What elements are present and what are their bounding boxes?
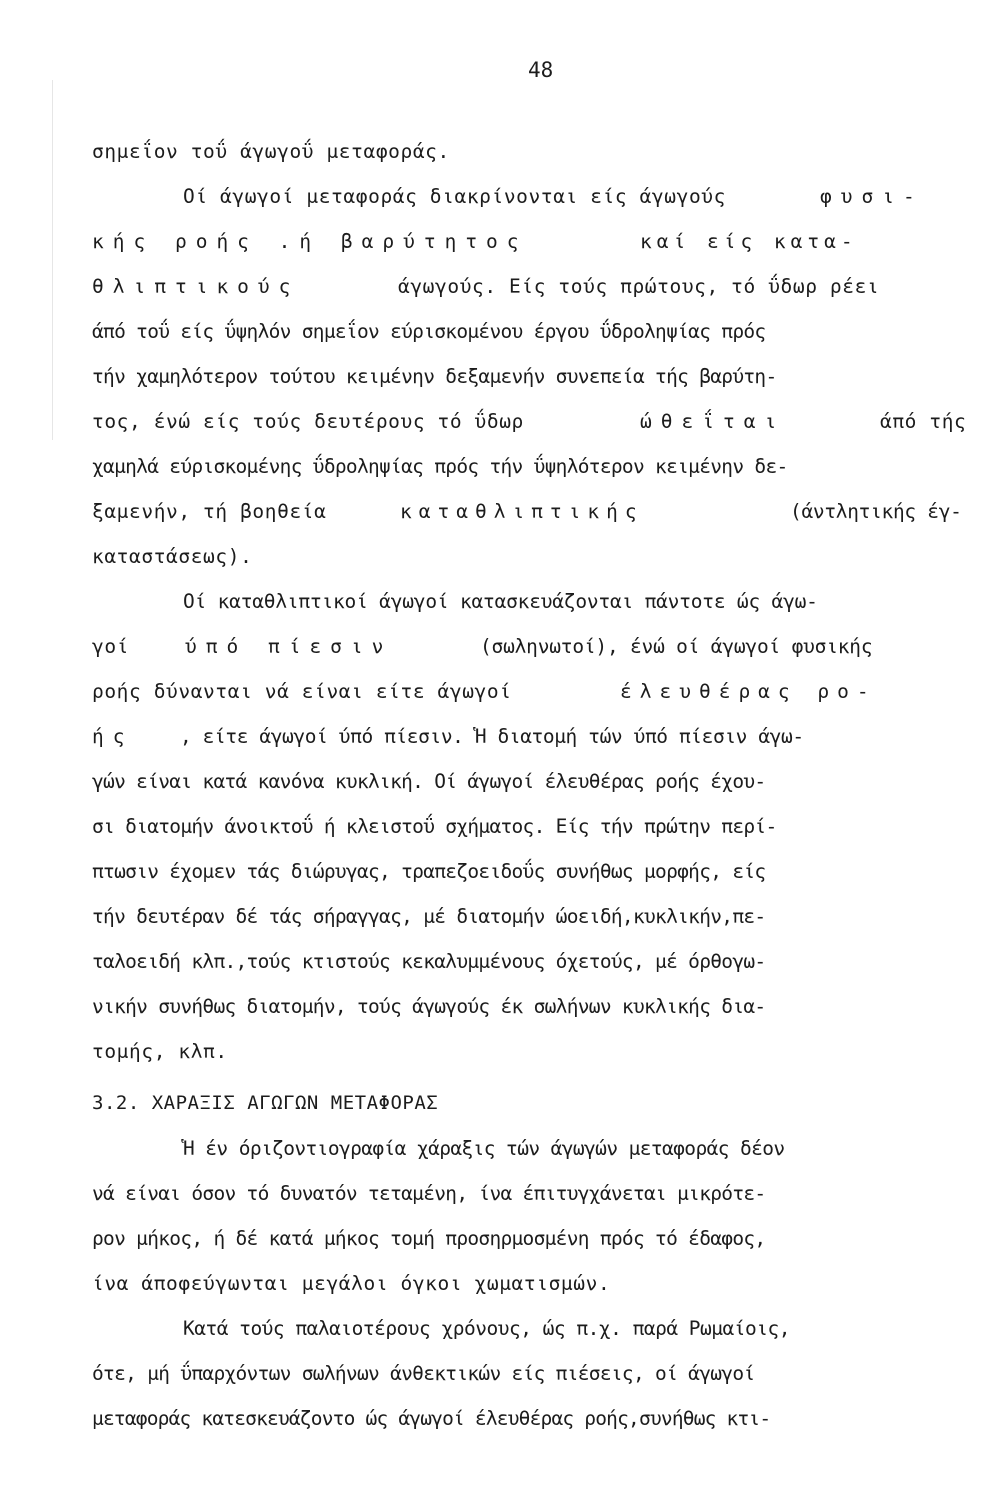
text-line-spaced: έλευθέρας ρο- (620, 680, 877, 703)
text-line: ρον μήκος, ή δέ κατά μήκος τομή προσηρμοσμένη πρός τό έδαφος, (92, 1227, 766, 1250)
page-number: 48 (528, 58, 554, 82)
text-line-spaced: κής ροής .ή βαρύτητος (92, 230, 528, 253)
text-line: νικήν συνήθως διατομήν, τούς άγωγούς έκ σωλήνων κυκλικής δια- (92, 995, 766, 1018)
text-line-spaced: καί είς κατα- (640, 230, 858, 253)
text-line: τος, ένώ είς τούς δευτέρους τό ΰδωρ (92, 410, 524, 433)
text-line: σι διατομήν άνοικτοΰ ή κλειστοΰ σχήματος. Είς τήν πρώτην περί- (92, 815, 777, 838)
text-line: (σωληνωτοί), ένώ οί άγωγοί φυσικής (480, 635, 873, 658)
text-line-spaced: θλιπτικούς (92, 275, 300, 298)
text-line: μεταφοράς κατεσκευάζοντο ώς άγωγοί έλευθέρας ροής,συνήθως κτι- (92, 1407, 771, 1430)
section-heading: 3.2. ΧΑΡΑΞΙΣ ΑΓΩΓΩΝ ΜΕΤΑΦΟΡΑΣ (92, 1092, 439, 1114)
text-line: σημεΐον τοΰ άγωγοΰ μεταφοράς. (92, 140, 450, 163)
text-line: άπό τοΰ είς ΰψηλόν σημεΐον εύρισκομένου έργου ΰδροληψίας πρός (92, 320, 766, 343)
text-line: τήν χαμηλότερον τούτου κειμένην δεξαμενήν συνεπεία τής βαρύτη- (92, 365, 777, 388)
text-line: καταστάσεως). (92, 545, 253, 568)
text-line-spaced: καταθλιπτικής (400, 500, 644, 523)
text-line-spaced: ώθεΐται (640, 410, 786, 433)
text-line: ξαμενήν, τή βοηθεία (92, 500, 327, 523)
text-line: τομής, κλπ. (92, 1040, 228, 1063)
text-line: γοί (92, 635, 130, 658)
text-line: άγωγούς. Είς τούς πρώτους, τό ΰδωρ ρέει (398, 275, 880, 298)
scan-gutter-shadow (52, 80, 53, 440)
text-line: ροής δύνανται νά είναι είτε άγωγοί (92, 680, 512, 703)
text-line: ίνα άποφεύγωνται μεγάλοι όγκοι χωματισμών. (92, 1272, 611, 1295)
text-line: Ἡ έν όριζοντιογραφία χάραξις τών άγωγών μεταφοράς δέον (183, 1137, 785, 1160)
text-line: χαμηλά εύρισκομένης ΰδροληψίας πρός τήν ΰψηλότερον κειμένην δε- (92, 455, 788, 478)
text-line: ότε, μή ΰπαρχόντων σωλήνων άνθεκτικών είς πιέσεις, οί άγωγοί (92, 1362, 755, 1385)
text-line: , είτε άγωγοί ύπό πίεσιν. Ἡ διατομή τών ύπό πίεσιν άγω- (180, 725, 804, 748)
text-line: Οί καταθλιπτικοί άγωγοί κατασκευάζονται πάντοτε ώς άγω- (183, 590, 818, 613)
text-line: Οί άγωγοί μεταφοράς διακρίνονται είς άγωγούς (183, 185, 726, 208)
text-line: (άντλητικής έγ- (790, 500, 962, 523)
text-line-spaced: ύπό πίεσιν (185, 635, 393, 658)
text-line: τήν δευτέραν δέ τάς σήραγγας, μέ διατομήν ώοειδή,κυκλικήν,πε- (92, 905, 766, 928)
text-line: άπό τής (880, 410, 967, 433)
text-line: νά είναι όσον τό δυνατόν τεταμένη, ίνα έπιτυγχάνεται μικρότε- (92, 1182, 766, 1205)
text-line: πτωσιν έχομεν τάς διώρυγας, τραπεζοειδοΰς συνήθως μορφής, είς (92, 860, 766, 883)
text-line: ταλοειδή κλπ.,τούς κτιστούς κεκαλυμμένους όχετούς, μέ όρθογω- (92, 950, 766, 973)
text-line-spaced: φυσι- (820, 185, 924, 208)
text-line-spaced: ής (92, 725, 134, 748)
text-line: γών είναι κατά κανόνα κυκλική. Οί άγωγοί έλευθέρας ροής έχου- (92, 770, 766, 793)
text-line: Κατά τούς παλαιοτέρους χρόνους, ώς π.χ. παρά Ρωμαίοις, (183, 1317, 790, 1340)
